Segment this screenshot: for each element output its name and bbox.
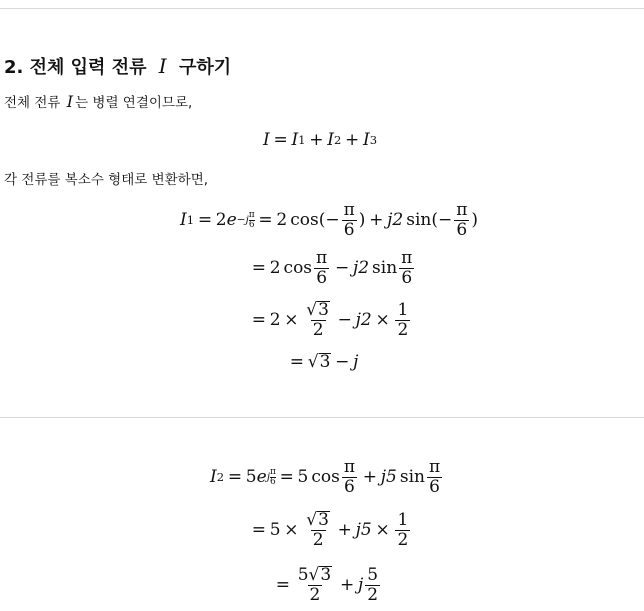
fraction-pi-6 — [399, 247, 414, 288]
paren: ( — [318, 209, 326, 230]
j-coefficient: j5 — [380, 466, 397, 487]
plus-sign: + — [345, 129, 360, 150]
equals-sign: = — [251, 519, 266, 540]
six: 6 — [248, 219, 255, 230]
sin: sin — [399, 466, 425, 487]
equals-sign: = — [275, 574, 290, 595]
exponent-neg-j: −j — [236, 213, 249, 226]
intro-text — [4, 93, 192, 113]
three: 3 — [318, 510, 329, 530]
sin: sin — [406, 209, 432, 230]
times-sign: × — [284, 309, 299, 330]
one: 1 — [397, 299, 409, 320]
times-sign: × — [284, 519, 299, 540]
times-sign: × — [375, 309, 390, 330]
six: 6 — [456, 219, 468, 240]
exponent-j: j — [266, 470, 270, 483]
equals-sign: = — [227, 466, 243, 487]
j-unit: j — [357, 574, 364, 595]
equals-sign: = — [251, 309, 266, 330]
fraction-pi-6 — [454, 199, 469, 240]
j-coefficient: j5 — [355, 519, 372, 540]
plus-sign: + — [339, 574, 355, 595]
two: 2 — [309, 585, 321, 605]
pi: π — [456, 199, 468, 220]
symbol-i1: I — [291, 129, 299, 150]
two: 2 — [397, 529, 409, 550]
cos: cos — [290, 209, 319, 230]
pi: π — [428, 456, 441, 477]
heading-symbol: I — [158, 54, 167, 78]
times-sign: × — [375, 519, 390, 540]
equals-sign: = — [273, 129, 288, 150]
heading-suffix: 구하기 — [178, 57, 232, 78]
minus-sign: − — [325, 209, 340, 230]
radical-sign: √ — [307, 352, 319, 372]
equation-i2-line-1: I 2 = 5 e j π 6 = 5 cos $\frac{\pi}{6}$ + j5 sin $\frac{\pi}{6}$ — [210, 456, 441, 497]
plus-sign: + — [362, 466, 378, 487]
equals-sign: = — [289, 351, 304, 372]
pi: π — [343, 456, 356, 477]
exponent — [267, 468, 276, 487]
j-coefficient: j2 — [387, 209, 404, 230]
top-divider — [0, 8, 644, 9]
equals-sign: = — [197, 209, 213, 230]
six: 6 — [401, 267, 413, 288]
j-coefficient: j2 — [355, 309, 372, 330]
coefficient: 2 — [269, 309, 281, 330]
coefficient: 2 — [215, 209, 227, 230]
paren: ) — [471, 209, 479, 230]
euler-e: e — [226, 209, 237, 230]
equation-i2-line-2 — [248, 506, 412, 554]
six: 6 — [270, 476, 276, 487]
equals-sign: = — [258, 209, 273, 230]
equation-total-current: I = I 1 + I 2 + I 3 — [263, 129, 378, 150]
exponent — [237, 211, 255, 230]
fraction-5-2 — [365, 564, 380, 605]
minus-sign: − — [437, 209, 453, 230]
five: 5 — [367, 564, 379, 585]
coefficient: 2 — [276, 209, 288, 230]
heading-prefix: 2. 전체 입력 전류 — [4, 57, 147, 78]
pi: π — [269, 466, 276, 477]
sqrt-3 — [304, 301, 332, 320]
radical-sign: √ — [306, 510, 318, 530]
symbol-i1: I — [180, 209, 187, 230]
fraction-pi-6 — [342, 456, 357, 497]
equation-i1-line-3 — [248, 296, 412, 344]
symbol-i2: I — [210, 466, 217, 487]
fraction-pi-6 — [342, 199, 357, 240]
minus-sign: − — [337, 309, 352, 330]
minus-sign: − — [334, 257, 350, 278]
cos: cos — [311, 466, 340, 487]
fraction-pi-6 — [314, 247, 329, 288]
intro-prefix: 전체 전류 — [4, 95, 61, 111]
plus-sign: + — [309, 129, 324, 150]
coefficient: 5 — [245, 466, 257, 487]
six: 6 — [344, 476, 355, 497]
intro-symbol: I — [66, 92, 74, 111]
three: 3 — [318, 300, 329, 320]
six: 6 — [429, 476, 440, 497]
cos: cos — [283, 257, 313, 278]
sin: sin — [372, 257, 398, 278]
sqrt-3 — [308, 353, 332, 371]
two: 2 — [367, 584, 379, 605]
radical-sign: √ — [306, 300, 318, 320]
coefficient: 5 — [269, 519, 281, 540]
radical-sign: √ — [308, 565, 320, 585]
six: 6 — [316, 267, 328, 288]
symbol-i: I — [263, 129, 270, 150]
j-unit: j — [353, 351, 359, 372]
phasor-text: 각 전류를 복소수 형태로 변환하면, — [4, 172, 209, 188]
minus-sign: − — [335, 351, 350, 372]
middle-divider — [0, 417, 644, 418]
symbol-i2: I — [327, 129, 334, 150]
pi: π — [401, 247, 413, 268]
equation-i1-line-1: I 1 = 2 e −j π 6 = 2 cos ( − $\frac{\pi}{6}$ ) + j2 sin ( − $\frac{\pi}{6}$ ) — [180, 199, 479, 240]
coefficient: 5 — [297, 466, 309, 487]
plus-sign: + — [369, 209, 384, 230]
intro-suffix: 는 병렬 연결이므로, — [75, 95, 193, 111]
fraction-1-2 — [395, 299, 410, 340]
pi: π — [343, 199, 355, 220]
pi: π — [316, 247, 328, 268]
one: 1 — [397, 509, 409, 530]
fraction-sqrt3-2 — [304, 301, 332, 339]
three: 3 — [320, 565, 332, 585]
fraction-1-2 — [395, 509, 410, 550]
coefficient: 2 — [269, 257, 281, 278]
two: 2 — [312, 320, 324, 340]
section-heading — [4, 55, 231, 81]
paren: ) — [358, 209, 366, 230]
equation-i1-line-4 — [286, 338, 358, 386]
numerator-5sqrt3 — [296, 566, 335, 585]
sqrt-3 — [304, 511, 332, 530]
equals-sign: = — [251, 257, 266, 278]
six: 6 — [343, 219, 355, 240]
symbol-i3: I — [363, 129, 370, 150]
two: 2 — [397, 319, 409, 340]
equals-sign: = — [279, 466, 294, 487]
pi: π — [248, 209, 255, 220]
euler-e: e — [256, 466, 267, 487]
three: 3 — [319, 352, 331, 372]
two: 2 — [312, 530, 324, 550]
fraction-sqrt3-2 — [304, 511, 332, 549]
five: 5 — [297, 565, 309, 585]
j-coefficient: j2 — [352, 257, 370, 278]
paren: ( — [431, 209, 438, 230]
fraction-5sqrt3-2 — [296, 566, 335, 604]
plus-sign: + — [337, 519, 352, 540]
equation-i1-line-2 — [248, 244, 416, 292]
equation-i2-line-3 — [272, 561, 382, 609]
fraction-pi-6 — [427, 456, 442, 497]
sqrt-3 — [309, 566, 333, 584]
